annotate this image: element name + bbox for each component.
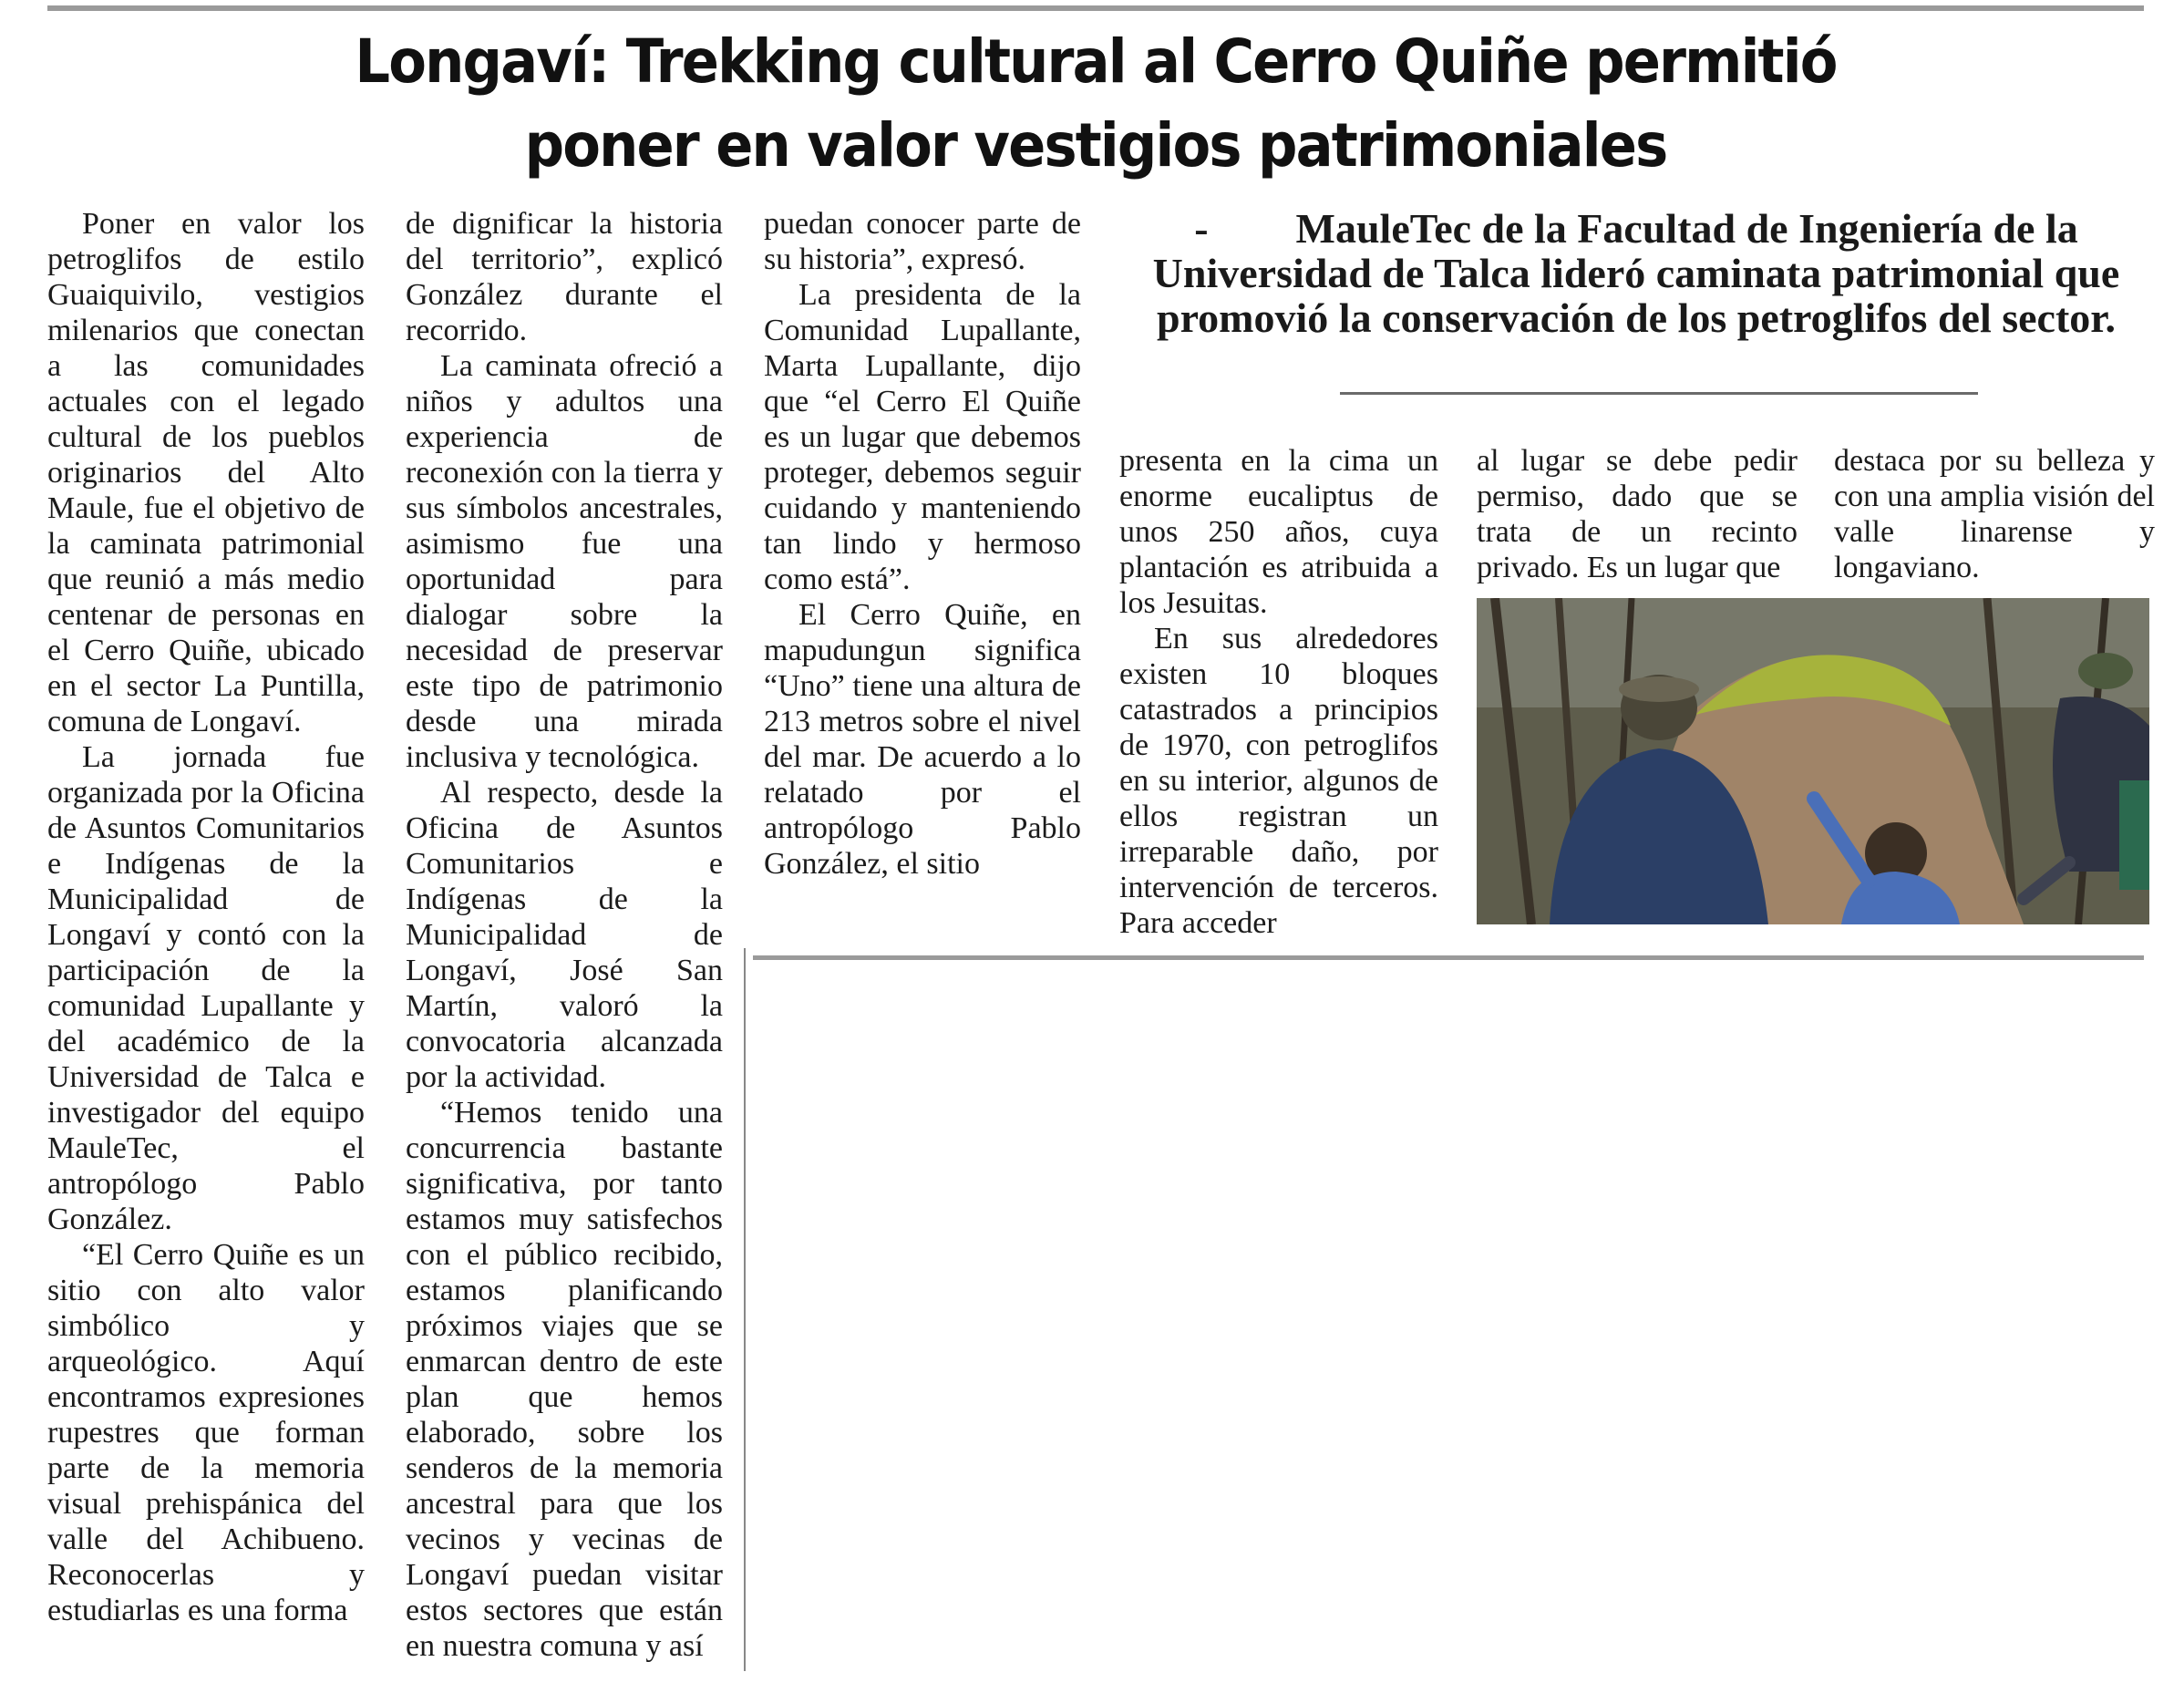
paragraph-continued: de dignificar la historia del territorio”, explicó González durante el recorrido. [406, 207, 723, 347]
article-headline [131, 20, 2060, 188]
headline-line-1: Longaví: Trekking cultural al Cerro Quiñe permitió [355, 26, 1837, 97]
article-subheading [1144, 206, 2128, 340]
body-column-1 [47, 206, 365, 1628]
paragraph: “Hemos tenido una concurrencia bastante significativa, por tanto estamos muy satisfechos con el público recibido, estamos planificando próximos viajes que se enmarcan dentro de este plan que hemos elaborado, sobre los senderos de la memoria ancestral para que los vecinos y vecinas de Longaví puedan visitar estos sectores que están en nuestra comuna y así [406, 1096, 723, 1663]
body-column-2 [406, 206, 723, 1664]
paragraph-continued: al lugar se debe pedir permiso, dado que se trata de un recinto privado. Es un lugar que [1477, 444, 1798, 584]
paragraph: La presidenta de la Comunidad Lupallante, Marta Lupallante, dijo que “el Cerro El Quiñe es un lugar que debemos proteger, debemos seguir cuidando y manteniendo tan lindo y hermoso como está”. [764, 278, 1081, 596]
paragraph: La jornada fue organizada por la Oficina de Asuntos Comunitarios e Indígenas de la Municipalidad de Longaví y contó con la participación de la comunidad Lupallante y del académico de la Universidad de Talca e investigador del equipo MauleTec, el antropólogo Pablo González. [47, 740, 365, 1236]
paragraph: En sus alrededores existen 10 bloques catastrados a principios de 1970, con petroglifos en su interior, algunos de ellos registran un irreparable daño, por intervención de terceros. Para acceder [1119, 622, 1438, 940]
column-divider [744, 948, 746, 1671]
body-column-5 [1477, 443, 1798, 585]
trekking-group-photo [1477, 598, 2149, 924]
top-rule [47, 5, 2144, 11]
paragraph-continued: destaca por su belleza y con una amplia visión del valle linarense y longaviano. [1834, 444, 2155, 584]
paragraph: “El Cerro Quiñe es un sitio con alto valor simbólico y arqueológico. Aquí encontramos expresiones rupestres que forman parte de la memoria visual prehispánica del valle del Achibueno. Reconocerlas y estudiarlas es una forma [47, 1238, 365, 1627]
body-column-3 [764, 206, 1081, 882]
subhead-rule [1340, 392, 1978, 395]
body-column-4 [1119, 443, 1438, 941]
paragraph: El Cerro Quiñe, en mapudungun significa “Uno” tiene una altura de 213 metros sobre el nivel del mar. De acuerdo a lo relatado por el antropólogo Pablo González, el sitio [764, 598, 1081, 881]
paragraph-continued: puedan conocer parte de su historia”, expresó. [764, 207, 1081, 276]
subhead-text: MauleTec de la Facultad de Ingeniería de la Universidad de Talca lideró caminata patrimonial que promovió la conservación de los petroglifos del sector. [1152, 205, 2120, 341]
paragraph: La caminata ofreció a niños y adultos una experiencia de reconexión con la tierra y sus símbolos ancestrales, asimismo fue una oportunidad para dialogar sobre la necesidad de preservar este tipo de patrimonio desde una mirada inclusiva y tecnológica. [406, 349, 723, 774]
paragraph-continued: presenta en la cima un enorme eucaliptus de unos 250 años, cuya plantación es atribuida a los Jesuitas. [1119, 444, 1438, 620]
headline-line-2: poner en valor vestigios patrimoniales [524, 110, 1667, 181]
section-rule [753, 955, 2144, 960]
paragraph: Poner en valor los petroglifos de estilo Guaiquivilo, vestigios milenarios que conectan a las comunidades actuales con el legado cultural de los pueblos originarios del Alto Maule, fue el objetivo de la caminata patrimonial que reunió a más medio centenar de personas en el Cerro Quiñe, ubicado en el sector La Puntilla, comuna de Longaví. [47, 207, 365, 738]
body-column-6 [1834, 443, 2155, 585]
paragraph: Al respecto, desde la Oficina de Asuntos Comunitarios e Indígenas de la Municipalidad de Longaví, José San Martín, valoró la convocatoria alcanzada por la actividad. [406, 776, 723, 1094]
subhead-dash: - [1194, 205, 1209, 252]
photo-illustration-icon [1477, 598, 2149, 924]
